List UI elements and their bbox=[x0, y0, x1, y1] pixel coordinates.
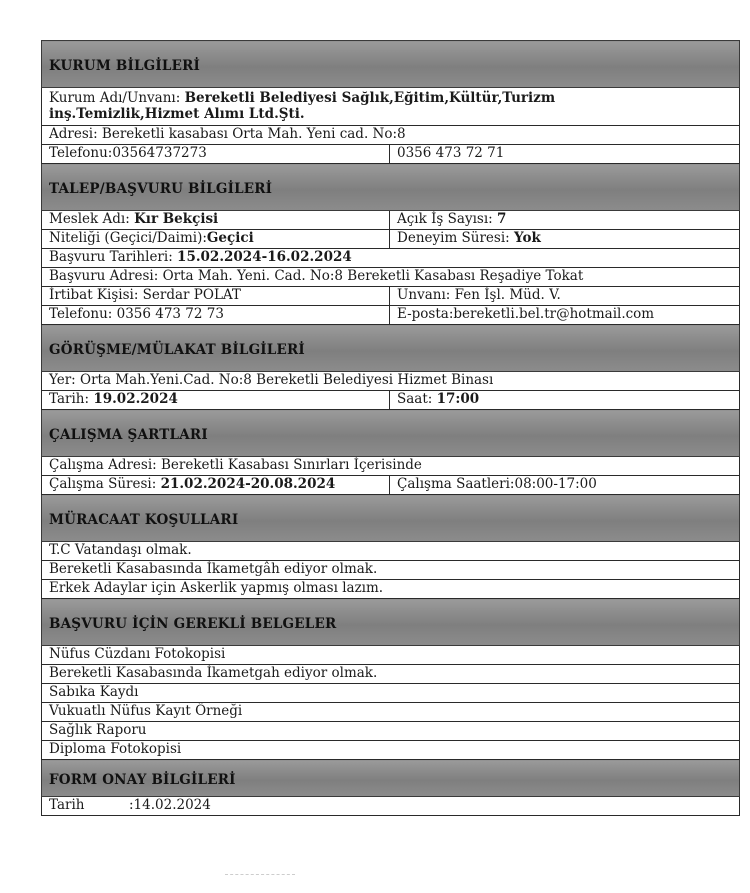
list-item bbox=[42, 561, 740, 580]
field-label: Saat: bbox=[397, 391, 437, 408]
row-approval-date bbox=[42, 797, 740, 816]
row-institution-phone bbox=[42, 145, 740, 164]
section-title: KURUM BİLGİLERİ bbox=[42, 41, 740, 88]
section-title: FORM ONAY BİLGİLERİ bbox=[42, 760, 740, 797]
row-nature bbox=[42, 230, 740, 249]
section-header-documents bbox=[42, 599, 740, 646]
institution-name-cell bbox=[42, 88, 740, 126]
field-label: Niteliği (Geçici/Daimi): bbox=[49, 230, 207, 247]
contact-person: İrtibat Kişisi: Serdar POLAT bbox=[42, 287, 390, 306]
job-posting-form bbox=[41, 40, 740, 816]
row-contact bbox=[42, 287, 740, 306]
interview-time-cell bbox=[390, 391, 740, 410]
document-item: Nüfus Cüzdanı Fotokopisi bbox=[42, 646, 740, 665]
section-title: GÖRÜŞME/MÜLAKAT BİLGİLERİ bbox=[42, 325, 740, 372]
nature-cell bbox=[42, 230, 390, 249]
interview-date-value: 19.02.2024 bbox=[93, 391, 178, 408]
work-period-value: 21.02.2024-20.08.2024 bbox=[160, 476, 336, 493]
section-header-institution bbox=[42, 41, 740, 88]
work-hours: Çalışma Saatleri:08:00-17:00 bbox=[390, 476, 740, 495]
list-item bbox=[42, 684, 740, 703]
application-dates-value: 15.02.2024-16.02.2024 bbox=[177, 249, 352, 266]
list-item bbox=[42, 646, 740, 665]
approval-date-cell bbox=[42, 797, 740, 816]
nature-value: Geçici bbox=[206, 230, 254, 247]
document-item: Vukuatlı Nüfus Kayıt Örneği bbox=[42, 703, 740, 722]
experience-value: Yok bbox=[514, 230, 541, 247]
stamp-mark bbox=[225, 874, 295, 889]
condition-item: Bereketli Kasabasında İkametgâh ediyor olmak. bbox=[42, 561, 740, 580]
job-name-cell bbox=[42, 211, 390, 230]
list-item bbox=[42, 722, 740, 741]
field-label: Meslek Adı: bbox=[49, 211, 135, 228]
section-title: ÇALIŞMA ŞARTLARI bbox=[42, 410, 740, 457]
row-interview-datetime bbox=[42, 391, 740, 410]
field-label: Kurum Adı/Unvanı: bbox=[49, 89, 185, 106]
section-header-work-conditions bbox=[42, 410, 740, 457]
field-label: Çalışma Süresi: bbox=[49, 476, 161, 493]
contact-title: Unvanı: Fen İşl. Müd. V. bbox=[390, 287, 740, 306]
row-work-address bbox=[42, 457, 740, 476]
section-title: TALEP/BAŞVURU BİLGİLERİ bbox=[42, 164, 740, 211]
document-item: Diploma Fotokopisi bbox=[42, 741, 740, 760]
institution-phone-2: 0356 473 72 71 bbox=[390, 145, 740, 164]
condition-item: T.C Vatandaşı olmak. bbox=[42, 542, 740, 561]
work-period-cell bbox=[42, 476, 390, 495]
approval-date-label: Tarih bbox=[49, 797, 85, 814]
open-positions-cell bbox=[390, 211, 740, 230]
section-header-approval bbox=[42, 760, 740, 797]
list-item bbox=[42, 580, 740, 599]
interview-date-cell bbox=[42, 391, 390, 410]
field-label: Tarih: bbox=[49, 391, 94, 408]
field-label: Başvuru Tarihleri: bbox=[49, 249, 178, 266]
document-item: Sabıka Kaydı bbox=[42, 684, 740, 703]
section-title: MÜRACAAT KOŞULLARI bbox=[42, 495, 740, 542]
row-contact-phone bbox=[42, 306, 740, 325]
row-institution-name bbox=[42, 88, 740, 126]
row-institution-address bbox=[42, 126, 740, 145]
work-address: Çalışma Adresi: Bereketli Kasabası Sınırları İçerisinde bbox=[42, 457, 740, 476]
row-job bbox=[42, 211, 740, 230]
job-name-value: Kır Bekçisi bbox=[134, 211, 219, 228]
section-title: BAŞVURU İÇİN GEREKLİ BELGELER bbox=[42, 599, 740, 646]
interview-time-value: 17:00 bbox=[436, 391, 480, 408]
list-item bbox=[42, 703, 740, 722]
approval-date-value: :14.02.2024 bbox=[129, 797, 211, 814]
interview-place: Yer: Orta Mah.Yeni.Cad. No:8 Bereketli Belediyesi Hizmet Binası bbox=[42, 372, 740, 391]
row-application-address bbox=[42, 268, 740, 287]
section-header-interview bbox=[42, 325, 740, 372]
document-item: Bereketli Kasabasında İkametgah ediyor olmak. bbox=[42, 665, 740, 684]
institution-phone: Telefonu:03564737273 bbox=[42, 145, 390, 164]
institution-address: Adresi: Bereketli kasabası Orta Mah. Yeni cad. No:8 bbox=[42, 126, 740, 145]
experience-cell bbox=[390, 230, 740, 249]
application-address: Başvuru Adresi: Orta Mah. Yeni. Cad. No:8 Bereketli Kasabası Reşadiye Tokat bbox=[42, 268, 740, 287]
open-positions-value: 7 bbox=[496, 211, 507, 228]
list-item bbox=[42, 741, 740, 760]
field-label: Deneyim Süresi: bbox=[397, 230, 515, 247]
field-label: Açık İş Sayısı: bbox=[397, 211, 497, 228]
contact-phone: Telefonu: 0356 473 72 73 bbox=[42, 306, 390, 325]
list-item bbox=[42, 665, 740, 684]
row-work-period bbox=[42, 476, 740, 495]
condition-item: Erkek Adaylar için Askerlik yapmış olması lazım. bbox=[42, 580, 740, 599]
list-item bbox=[42, 542, 740, 561]
document-item: Sağlık Raporu bbox=[42, 722, 740, 741]
row-application-dates bbox=[42, 249, 740, 268]
section-header-conditions bbox=[42, 495, 740, 542]
contact-email: E-posta:bereketli.bel.tr@hotmail.com bbox=[390, 306, 740, 325]
row-interview-place bbox=[42, 372, 740, 391]
section-header-application bbox=[42, 164, 740, 211]
application-dates-cell bbox=[42, 249, 740, 268]
institution-name-value: Bereketli Belediyesi Sağlık,Eğitim,Kültür,Turizm inş.Temizlik,Hizmet Alımı Ltd.Şti. bbox=[49, 89, 556, 122]
